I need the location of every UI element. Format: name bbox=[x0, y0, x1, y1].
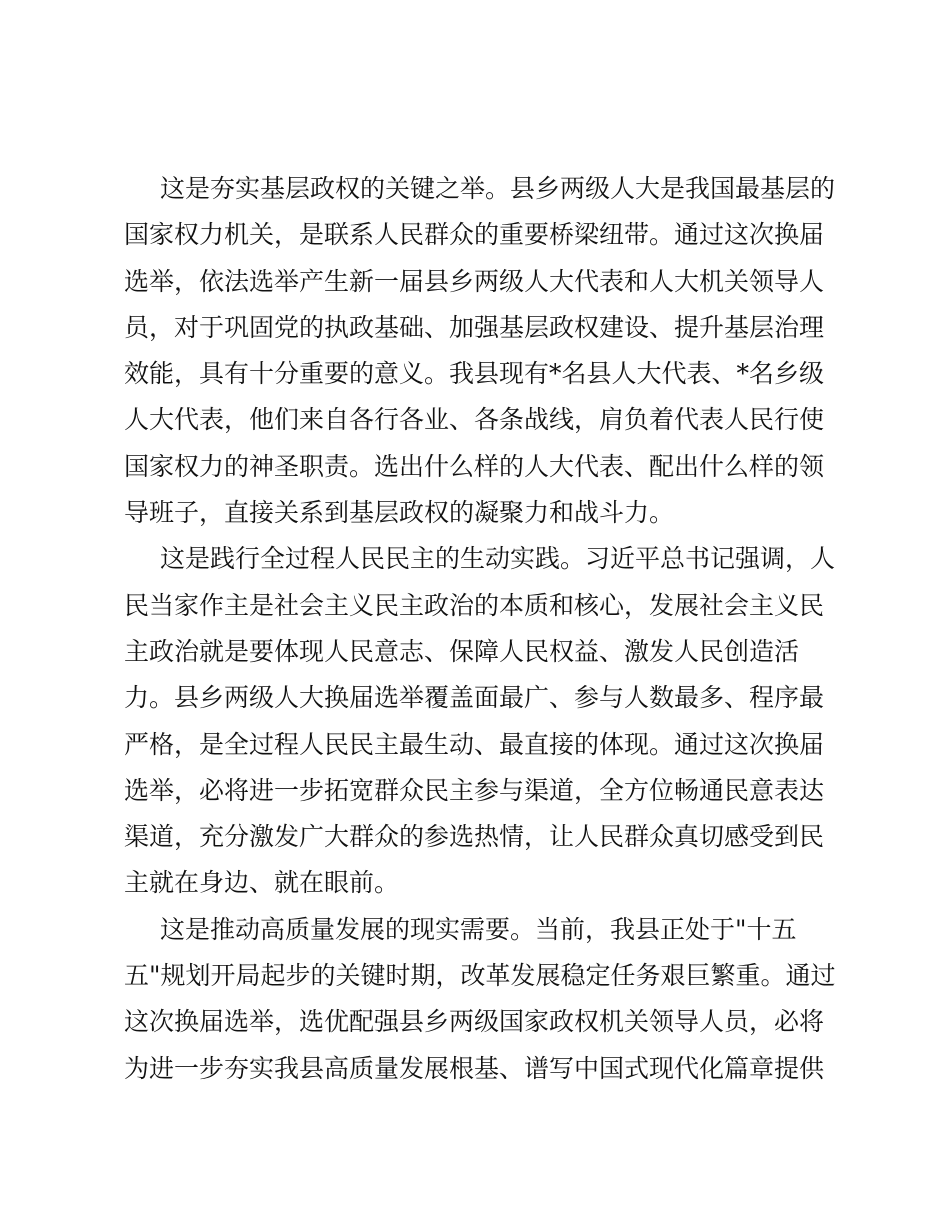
paragraph-line: 严格，是全过程人民民主最生动、最直接的体现。通过这次换届 bbox=[124, 729, 825, 759]
paragraph-line: 民当家作主是社会主义民主政治的本质和核心，发展社会主义民 bbox=[124, 590, 825, 620]
paragraph-line: 国家权力机关，是联系人民群众的重要桥梁纽带。通过这次换届 bbox=[124, 220, 825, 250]
paragraph-line: 这次换届选举，选优配强县乡两级国家政权机关领导人员，必将 bbox=[124, 1007, 825, 1037]
paragraph-line: 员，对于巩固党的执政基础、加强基层政权建设、提升基层治理 bbox=[124, 312, 825, 342]
paragraph-line: 主政治就是要体现人民意志、保障人民权益、激发人民创造活 bbox=[124, 636, 800, 666]
paragraph-line: 主就在身边、就在眼前。 bbox=[124, 868, 400, 898]
paragraph-line: 渠道，充分激发广大群众的参选热情，让人民群众真切感受到民 bbox=[124, 822, 825, 852]
paragraph-line: 五"规划开局起步的关键时期，改革发展稳定任务艰巨繁重。通过 bbox=[124, 961, 836, 991]
paragraph-line: 这是推动高质量发展的现实需要。当前，我县正处于"十五 bbox=[160, 914, 797, 944]
paragraph-line: 国家权力的神圣职责。选出什么样的人大代表、配出什么样的领 bbox=[124, 451, 825, 481]
paragraph-line: 效能，具有十分重要的意义。我县现有*名县人大代表、*名乡级 bbox=[124, 359, 825, 389]
paragraph-line: 选举，必将进一步拓宽群众民主参与渠道，全方位畅通民意表达 bbox=[124, 775, 825, 805]
paragraph-3 bbox=[124, 907, 844, 1092]
paragraph-line: 选举，依法选举产生新一届县乡两级人大代表和人大机关领导人 bbox=[124, 266, 825, 296]
paragraph-line: 这是践行全过程人民民主的生动实践。习近平总书记强调，人 bbox=[160, 544, 836, 574]
paragraph-line: 力。县乡两级人大换届选举覆盖面最广、参与人数最多、程序最 bbox=[124, 683, 825, 713]
paragraph-1 bbox=[124, 166, 844, 536]
paragraph-2 bbox=[124, 536, 844, 906]
paragraph-line: 导班子，直接关系到基层政权的凝聚力和战斗力。 bbox=[124, 498, 675, 528]
paragraph-line: 为进一步夯实我县高质量发展根基、谱写中国式现代化篇章提供 bbox=[124, 1053, 825, 1083]
document-body bbox=[124, 166, 844, 1092]
paragraph-line: 这是夯实基层政权的关键之举。县乡两级人大是我国最基层的 bbox=[160, 174, 836, 203]
paragraph-line: 人大代表，他们来自各行各业、各条战线，肩负着代表人民行使 bbox=[124, 405, 825, 435]
